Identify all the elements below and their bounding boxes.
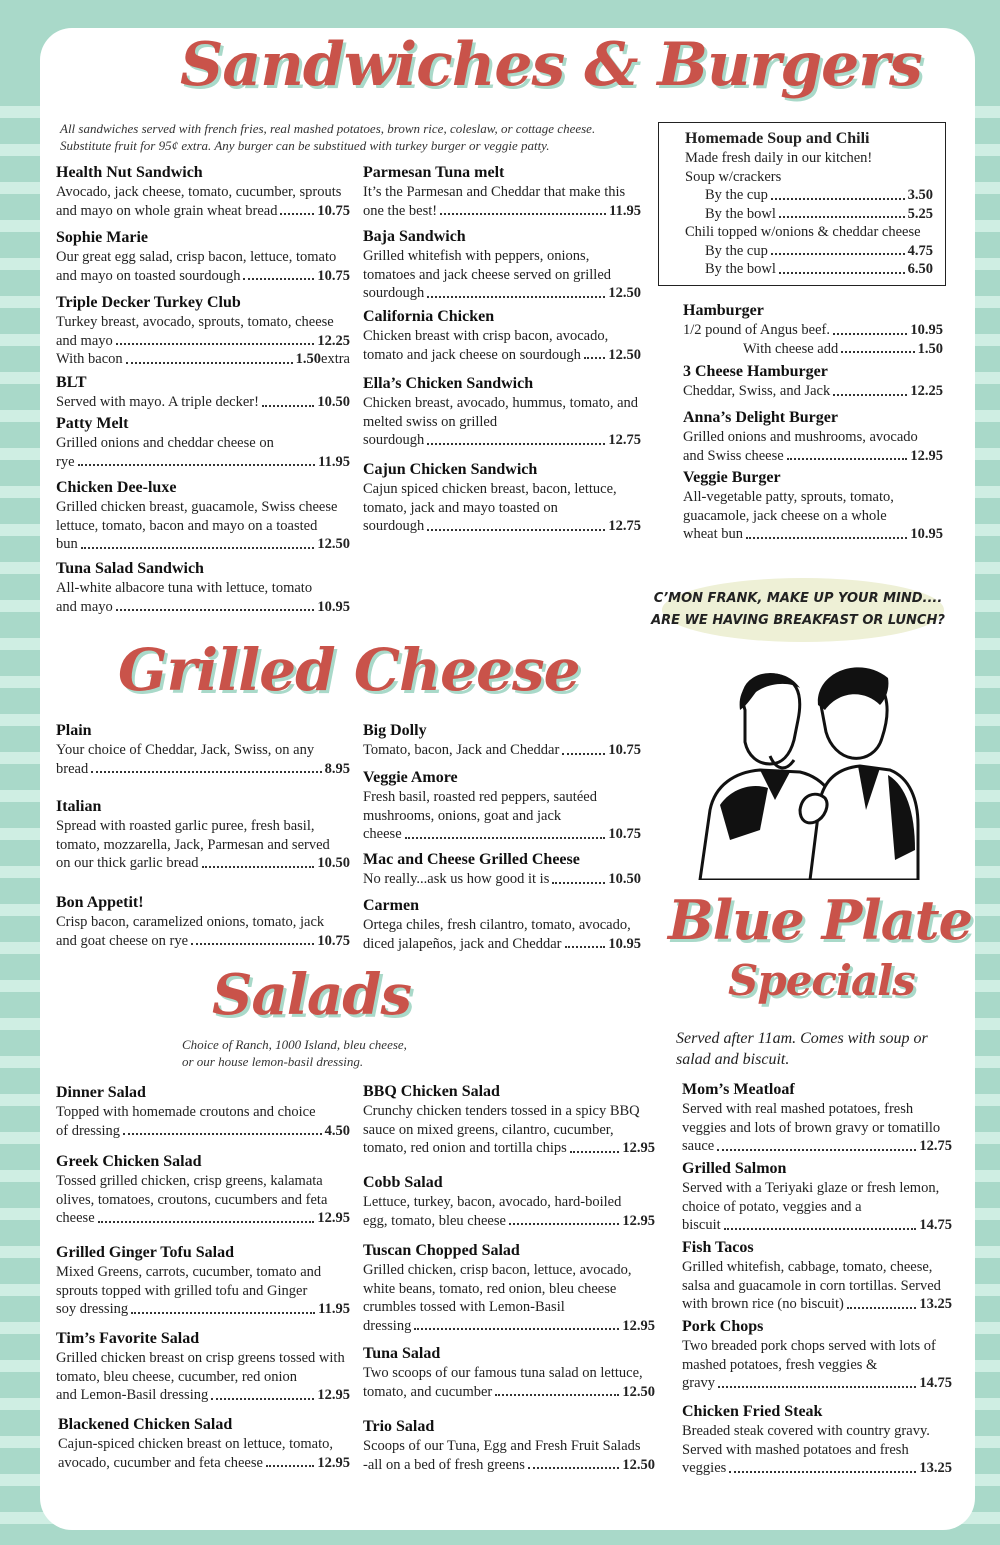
item-text: gravy (682, 1375, 716, 1391)
sandwich-item (363, 306, 641, 364)
item-description: Grilled whitefish, cabbage, tomato, cheese, salsa and guacamole in corn tortillas. Served (682, 1259, 941, 1294)
item-price-line (363, 870, 641, 889)
item-price: 13.25 (919, 1296, 952, 1312)
item-name: BLT (56, 374, 87, 391)
item-text: diced jalapeños, jack and Cheddar (363, 935, 562, 952)
item-name: Veggie Burger (683, 469, 781, 486)
soup-chili-box (658, 122, 946, 286)
item-text: sourdough (363, 518, 425, 534)
item-description: Scoops of our Tuna, Egg and Fresh Fruit Salads (363, 1438, 641, 1454)
item-name: Veggie Amore (363, 769, 458, 786)
item-price: 10.75 (317, 267, 350, 284)
item-description: Turkey breast, avocado, sprouts, tomato, cheese (56, 314, 334, 330)
item-text: Served with mayo. A triple decker! (56, 394, 259, 410)
item-price: 12.95 (622, 1140, 655, 1156)
item-price: 10.95 (910, 322, 943, 338)
extra-label: With bacon (56, 351, 123, 367)
item-description: Mixed Greens, carrots, cucumber, tomato and sprouts topped with grilled tofu and Ginger (56, 1264, 322, 1299)
item-text: and mayo (56, 332, 113, 349)
chili-bowl: By the bowl 6.50 (705, 261, 933, 277)
sandwich-item (363, 373, 641, 450)
soup-bowl: By the bowl 5.25 (705, 205, 933, 222)
item-text: sourdough (363, 285, 425, 301)
item-name: Ella’s Chicken Sandwich (363, 375, 534, 392)
item-price-line (363, 1317, 655, 1336)
item-name: Grilled Ginger Tofu Salad (56, 1244, 234, 1261)
extra-label: With cheese add (743, 340, 839, 357)
special-item (682, 1316, 952, 1393)
item-price: 12.50 (317, 536, 350, 552)
burger-item (683, 407, 943, 465)
sandwich-item (363, 459, 641, 536)
item-price: 13.25 (919, 1460, 952, 1476)
item-name: Mac and Cheese Grilled Cheese (363, 851, 580, 868)
item-price: 10.95 (317, 598, 350, 615)
item-text: and mayo (56, 598, 113, 615)
item-name: Hamburger (683, 302, 764, 319)
blue-plate-title: Blue Plate (668, 888, 972, 952)
item-price-line (683, 525, 943, 544)
item-price: 14.75 (919, 1375, 952, 1391)
item-price: 12.50 (608, 346, 641, 363)
item-price: 12.50 (608, 285, 641, 301)
item-description: Grilled whitefish with peppers, onions, tomatoes and jack cheese served on grilled (363, 248, 612, 283)
soup-note: Made fresh daily in our kitchen! (685, 150, 873, 166)
salad-item (56, 1328, 350, 1405)
sandwiches-note: All sandwiches served with french fries, real mashed potatoes, brown rice, coleslaw, or cottage cheese. Substitute fruit for 95¢ extra. Any burger can be substitued with turkey burger or veggie patty. (60, 121, 596, 153)
grilled-cheese-item (363, 720, 641, 760)
item-price: 12.95 (910, 447, 943, 464)
item-price-line (683, 321, 943, 340)
item-price-line (56, 453, 350, 472)
grilled-cheese-item (363, 767, 641, 844)
item-name: BBQ Chicken Salad (363, 1083, 500, 1100)
item-description: All-white albacore tuna with lettuce, tomato (56, 580, 313, 596)
item-price-line (56, 1300, 350, 1319)
sandwich-item (363, 226, 641, 303)
item-price: 10.75 (608, 742, 641, 758)
item-description: Chicken breast, avocado, hummus, tomato, and melted swiss on grilled (363, 395, 639, 430)
item-price-line (683, 382, 943, 401)
salad-item (56, 1151, 350, 1228)
item-price: 14.75 (919, 1217, 952, 1233)
item-text: bread (56, 760, 89, 777)
grilled-cheese-item (363, 849, 641, 889)
item-price-line (363, 935, 641, 954)
item-name: Patty Melt (56, 415, 129, 432)
item-price-line (363, 284, 641, 303)
item-name: Carmen (363, 897, 419, 914)
item-price: 10.50 (317, 855, 350, 871)
item-extra-line (56, 350, 350, 369)
item-text: Cheddar, Swiss, and Jack (683, 383, 831, 399)
item-price: 10.95 (608, 935, 641, 952)
item-price: 12.75 (919, 1138, 952, 1154)
item-name: Mom’s Meatloaf (682, 1081, 795, 1098)
two-men-illustration (690, 660, 920, 880)
item-name: Dinner Salad (56, 1084, 146, 1101)
special-item (682, 1158, 952, 1235)
item-text: and goat cheese on rye (56, 932, 189, 949)
item-price: 10.50 (317, 394, 350, 410)
item-description: Ortega chiles, fresh cilantro, tomato, avocado, (363, 917, 631, 933)
salad-item (363, 1172, 655, 1230)
salad-item (56, 1082, 350, 1140)
burger-item (683, 361, 943, 401)
special-item (682, 1237, 952, 1314)
item-name: California Chicken (363, 308, 495, 325)
item-price-line (56, 202, 350, 221)
item-name: Tim’s Favorite Salad (56, 1330, 200, 1347)
grilled-cheese-title: Grilled Cheese (118, 636, 580, 704)
item-price: 12.95 (317, 1387, 350, 1403)
item-text: veggies (682, 1460, 727, 1476)
salads-title: Salads (212, 962, 411, 1028)
item-description: Two scoops of our famous tuna salad on lettuce, (363, 1365, 643, 1381)
soup-title: Homemade Soup and Chili (685, 130, 870, 147)
item-price: 12.75 (608, 432, 641, 448)
item-name: Italian (56, 798, 102, 815)
item-price: 10.50 (608, 871, 641, 887)
item-text: biscuit (682, 1217, 721, 1233)
item-price: 12.95 (622, 1212, 655, 1229)
item-text: with brown rice (no biscuit) (682, 1296, 844, 1312)
item-name: Fish Tacos (682, 1239, 754, 1256)
item-price: 12.25 (910, 383, 943, 399)
item-text: tomato, red onion and tortilla chips (363, 1140, 567, 1156)
chili-line: Chili topped w/onions & cheddar cheese (685, 224, 921, 240)
item-text: 1/2 pound of Angus beef. (683, 322, 830, 338)
item-price: 11.95 (318, 453, 350, 470)
item-description: Grilled chicken breast on crisp greens tossed with tomato, bleu cheese, cucumber, red onion (56, 1350, 345, 1385)
item-text: cheese (56, 1210, 95, 1226)
item-price-line (363, 741, 641, 760)
item-name: Blackened Chicken Salad (58, 1416, 233, 1433)
item-text: of dressing (56, 1122, 121, 1139)
item-price-line (363, 431, 641, 450)
item-price: 10.75 (317, 932, 350, 949)
item-text: one the best! (363, 202, 438, 219)
item-price-line (56, 267, 350, 286)
item-price-line (682, 1459, 952, 1478)
item-name: Grilled Salmon (682, 1160, 787, 1177)
grilled-cheese-item (56, 720, 350, 778)
item-text: and mayo on toasted sourdough (56, 267, 241, 284)
item-price-line (56, 1386, 350, 1405)
item-name: Chicken Dee-luxe (56, 479, 177, 496)
item-name: 3 Cheese Hamburger (683, 363, 828, 380)
salad-item (56, 1242, 350, 1319)
soup-crackers: Soup w/crackers (685, 168, 782, 185)
item-price-line (56, 1122, 350, 1141)
item-name: Cobb Salad (363, 1174, 443, 1191)
item-price: 12.75 (608, 518, 641, 534)
item-text: dressing (363, 1317, 412, 1334)
item-price-line (682, 1374, 952, 1393)
extra-suffix: extra (321, 351, 350, 367)
item-description: Served with a Teriyaki glaze or fresh lemon, choice of potato, veggies and a (682, 1180, 940, 1215)
salad-item (363, 1343, 655, 1401)
item-price-line (56, 535, 350, 554)
sandwiches-title: Sandwiches & Burgers (180, 30, 922, 100)
item-text: and Swiss cheese (683, 447, 784, 464)
item-price-line (56, 598, 350, 617)
item-price: 12.95 (622, 1317, 655, 1334)
sandwich-item (56, 413, 350, 471)
item-name: Tuna Salad Sandwich (56, 560, 204, 577)
item-text: tomato, and cucumber (363, 1383, 493, 1400)
item-description: Spread with roasted garlic puree, fresh basil, tomato, mozzarella, Jack, Parmesan and served (56, 818, 330, 853)
item-price: 12.95 (317, 1210, 350, 1226)
item-name: Cajun Chicken Sandwich (363, 461, 538, 478)
item-text: -all on a bed of fresh greens (363, 1456, 525, 1473)
item-text: soy dressing (56, 1301, 129, 1317)
extra-price: 1.50 (295, 351, 322, 367)
sandwich-item (56, 477, 350, 554)
item-description: Fresh basil, roasted red peppers, sautéed mushrooms, onions, goat and jack (363, 789, 597, 824)
item-description: Grilled chicken breast, guacamole, Swiss cheese lettuce, tomato, bacon and mayo on a toasted (56, 499, 338, 534)
item-name: Anna’s Delight Burger (683, 409, 838, 426)
item-name: Big Dolly (363, 722, 427, 739)
salad-item (363, 1240, 655, 1335)
item-text: wheat bun (683, 526, 743, 542)
item-name: Plain (56, 722, 92, 739)
item-description: Two breaded pork chops served with lots of mashed potatoes, fresh veggies & (682, 1338, 936, 1373)
salads-note: Choice of Ranch, 1000 Island, bleu cheese, or our house lemon-basil dressing. (182, 1037, 407, 1069)
item-text: bun (56, 536, 78, 552)
item-price-line (363, 517, 641, 536)
item-price-line (363, 1212, 655, 1231)
sandwich-item (56, 292, 350, 369)
sandwich-item (363, 162, 641, 220)
item-price-line (56, 854, 350, 873)
item-name: Parmesan Tuna melt (363, 164, 505, 181)
item-price-line (682, 1216, 952, 1235)
item-price: 10.75 (608, 826, 641, 842)
item-price: 10.95 (910, 526, 943, 542)
item-price-line (682, 1295, 952, 1314)
item-price: 12.25 (317, 332, 350, 349)
item-description: Served with real mashed potatoes, fresh veggies and lots of brown gravy or tomatillo (682, 1101, 941, 1136)
item-description: Our great egg salad, crisp bacon, lettuce, tomato (56, 249, 337, 265)
item-price-line (56, 332, 350, 351)
item-description: Grilled chicken, crisp bacon, lettuce, avocado, white beans, tomato, red onion, bleu cheese crumbles tossed with Lemon-Basil (363, 1262, 632, 1315)
sandwich-item (56, 558, 350, 616)
item-price-line (363, 825, 641, 844)
item-description: Grilled onions and mushrooms, avocado (683, 429, 918, 445)
item-text: tomato and jack cheese on sourdough (363, 346, 581, 363)
soup-cup: By the cup 3.50 (705, 187, 933, 203)
item-price: 11.95 (318, 1301, 350, 1317)
item-price-line (363, 1139, 655, 1158)
item-price-line (363, 346, 641, 365)
salad-item (363, 1416, 655, 1474)
item-description: Grilled onions and cheddar cheese on (56, 435, 274, 451)
item-text: egg, tomato, bleu cheese (363, 1212, 506, 1229)
extra-price: 1.50 (917, 340, 943, 357)
item-text: and mayo on whole grain wheat bread (56, 202, 278, 219)
specials-title: Specials (728, 956, 915, 1005)
item-name: Bon Appetit! (56, 894, 144, 911)
special-item (682, 1401, 952, 1478)
item-description: Avocado, jack cheese, tomato, cucumber, sprouts (56, 184, 342, 200)
item-price-line (56, 1209, 350, 1228)
sandwich-item (56, 227, 350, 285)
item-price: 12.50 (622, 1456, 655, 1473)
item-description: Cajun spiced chicken breast, bacon, lettuce, tomato, jack and mayo toasted on (363, 481, 617, 516)
burger-item (683, 467, 943, 544)
item-price-line (56, 932, 350, 951)
item-description: Topped with homemade croutons and choice (56, 1104, 316, 1120)
item-price-line (56, 393, 350, 412)
item-text: sauce (682, 1138, 715, 1154)
item-name: Sophie Marie (56, 229, 148, 246)
item-price: 8.95 (324, 760, 350, 777)
item-description: Crunchy chicken tenders tossed in a spicy BBQ sauce on mixed greens, cilantro, cucumber, (363, 1103, 640, 1138)
item-description: Chicken breast with crisp bacon, avocado, (363, 328, 609, 344)
item-description: Tossed grilled chicken, crisp greens, kalamata olives, tomatoes, croutons, cucumbers and feta (56, 1173, 328, 1208)
item-text: on our thick garlic bread (56, 855, 199, 871)
blue-plate-intro: Served after 11am. Comes with soup or salad and biscuit. (676, 1030, 928, 1068)
item-description: Crisp bacon, caramelized onions, tomato, jack (56, 914, 325, 930)
item-extra-line (683, 340, 943, 359)
item-text: sourdough (363, 432, 425, 448)
item-description: Lettuce, turkey, bacon, avocado, hard-boiled (363, 1194, 622, 1210)
item-description: Your choice of Cheddar, Jack, Swiss, on any (56, 742, 315, 758)
item-description: All-vegetable patty, sprouts, tomato, guacamole, jack cheese on a whole (683, 489, 894, 524)
special-item (682, 1079, 952, 1156)
item-description: Breaded steak covered with country gravy. Served with mashed potatoes and fresh (682, 1423, 930, 1458)
sandwich-item (56, 162, 350, 220)
item-price-line (58, 1454, 350, 1473)
item-name: Greek Chicken Salad (56, 1153, 202, 1170)
item-price-line (683, 447, 943, 466)
item-price: 12.50 (622, 1383, 655, 1400)
item-price-line (363, 1456, 655, 1475)
salad-item (363, 1081, 655, 1158)
item-text: No really...ask us how good it is (363, 871, 550, 887)
item-name: Chicken Fried Steak (682, 1403, 823, 1420)
salad-item (58, 1414, 350, 1472)
item-price-line (363, 1383, 655, 1402)
grilled-cheese-item (363, 895, 641, 953)
item-name: Health Nut Sandwich (56, 164, 203, 181)
item-name: Pork Chops (682, 1318, 764, 1335)
item-price: 4.50 (324, 1122, 350, 1139)
item-text: cheese (363, 826, 402, 842)
item-description: It’s the Parmesan and Cheddar that make this (363, 184, 626, 200)
item-name: Tuna Salad (363, 1345, 441, 1362)
item-price: 12.95 (317, 1454, 350, 1471)
item-description: Cajun-spiced chicken breast on lettuce, tomato, (58, 1436, 334, 1452)
item-name: Baja Sandwich (363, 228, 466, 245)
item-text: and Lemon-Basil dressing (56, 1387, 209, 1403)
item-name: Triple Decker Turkey Club (56, 294, 241, 311)
grilled-cheese-item (56, 796, 350, 873)
burger-item (683, 300, 943, 358)
sandwich-item (56, 372, 350, 412)
item-name: Trio Salad (363, 1418, 435, 1435)
chili-cup: By the cup 4.75 (705, 242, 933, 259)
grilled-cheese-item (56, 892, 350, 950)
item-price-line (56, 760, 350, 779)
item-text: Tomato, bacon, Jack and Cheddar (363, 742, 560, 758)
item-price-line (363, 202, 641, 221)
item-text: rye (56, 453, 75, 470)
item-text: avocado, cucumber and feta cheese (58, 1454, 263, 1471)
item-price: 11.95 (609, 202, 641, 219)
item-price: 10.75 (317, 202, 350, 219)
item-price-line (682, 1137, 952, 1156)
speech-bubble-text: C’MON FRANK, MAKE UP YOUR MIND.... ARE WE HAVING BREAKFAST OR LUNCH? (651, 591, 945, 628)
item-name: Tuscan Chopped Salad (363, 1242, 520, 1259)
